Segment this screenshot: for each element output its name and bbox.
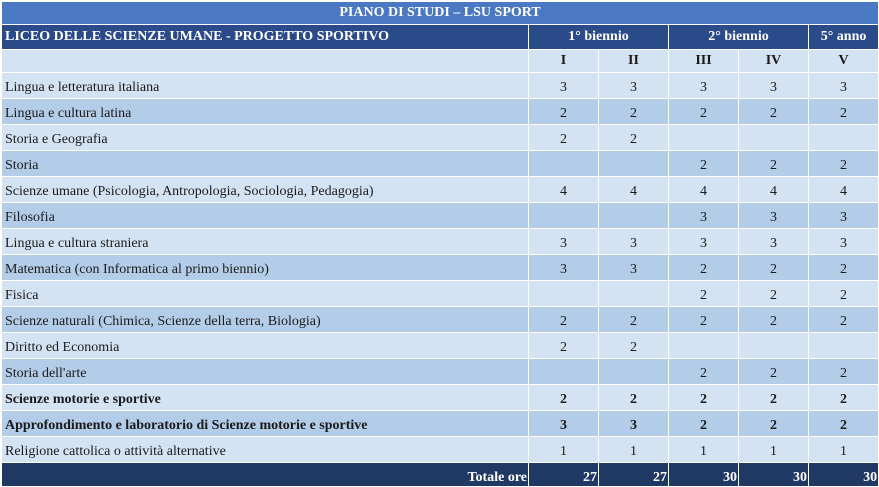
weekly-hours-cell: 4 (809, 177, 879, 203)
subject-name: Lingua e cultura latina (2, 99, 529, 125)
weekly-hours-cell (669, 125, 739, 151)
weekly-hours-cell: 2 (529, 385, 599, 411)
weekly-hours-cell: 2 (599, 125, 669, 151)
subject-name: Filosofia (2, 203, 529, 229)
weekly-hours-cell: 2 (809, 359, 879, 385)
total-value: 27 (529, 463, 599, 487)
weekly-hours-cell: 2 (599, 333, 669, 359)
weekly-hours-cell: 3 (739, 203, 809, 229)
subject-name: Diritto ed Economia (2, 333, 529, 359)
total-value: 30 (669, 463, 739, 487)
subject-name: Religione cattolica o attività alternative (2, 437, 529, 463)
weekly-hours-cell (529, 151, 599, 177)
subject-row (2, 177, 879, 203)
subject-name: Matematica (con Informatica al primo biennio) (2, 255, 529, 281)
total-value: 30 (739, 463, 809, 487)
group-second-biennium: 2° biennio (669, 25, 809, 50)
weekly-hours-cell (599, 281, 669, 307)
subject-name: Approfondimento e laboratorio di Scienze motorie e sportive (2, 411, 529, 437)
weekly-hours-cell: 4 (739, 177, 809, 203)
weekly-hours-cell: 2 (669, 99, 739, 125)
weekly-hours-cell: 2 (739, 385, 809, 411)
subject-row (2, 385, 879, 411)
weekly-hours-cell: 2 (669, 255, 739, 281)
subject-name: Scienze umane (Psicologia, Antropologia, Sociologia, Pedagogia) (2, 177, 529, 203)
weekly-hours-cell: 2 (599, 385, 669, 411)
weekly-hours-cell: 3 (809, 73, 879, 99)
weekly-hours-cell: 3 (669, 73, 739, 99)
subject-name: Scienze motorie e sportive (2, 385, 529, 411)
weekly-hours-cell: 2 (739, 99, 809, 125)
year-label: IV (739, 50, 809, 73)
year-label: V (809, 50, 879, 73)
weekly-hours-cell: 2 (669, 411, 739, 437)
weekly-hours-cell: 2 (529, 99, 599, 125)
subject-name: Storia e Geografia (2, 125, 529, 151)
weekly-hours-cell: 2 (599, 307, 669, 333)
weekly-hours-cell: 2 (669, 281, 739, 307)
weekly-hours-cell (809, 125, 879, 151)
weekly-hours-cell: 2 (809, 281, 879, 307)
subject-row (2, 333, 879, 359)
subject-row (2, 437, 879, 463)
weekly-hours-cell: 4 (529, 177, 599, 203)
weekly-hours-cell: 3 (809, 203, 879, 229)
subject-row (2, 255, 879, 281)
weekly-hours-cell (529, 281, 599, 307)
weekly-hours-cell: 1 (809, 437, 879, 463)
weekly-hours-cell: 3 (529, 73, 599, 99)
year-label: II (599, 50, 669, 73)
subject-row (2, 151, 879, 177)
weekly-hours-cell: 1 (739, 437, 809, 463)
weekly-hours-cell: 2 (809, 151, 879, 177)
weekly-hours-cell: 3 (809, 229, 879, 255)
weekly-hours-cell: 2 (529, 307, 599, 333)
weekly-hours-cell (739, 333, 809, 359)
weekly-hours-cell: 4 (669, 177, 739, 203)
subject-name: Storia dell'arte (2, 359, 529, 385)
years-row (2, 50, 879, 73)
weekly-hours-cell: 3 (669, 229, 739, 255)
weekly-hours-cell: 3 (599, 255, 669, 281)
subject-name: Lingua e cultura straniera (2, 229, 529, 255)
title-row (2, 2, 879, 25)
weekly-hours-cell: 3 (529, 411, 599, 437)
weekly-hours-cell (599, 151, 669, 177)
subject-row (2, 411, 879, 437)
weekly-hours-cell: 2 (599, 99, 669, 125)
weekly-hours-cell (599, 203, 669, 229)
group-first-biennium: 1° biennio (529, 25, 669, 50)
subject-row (2, 229, 879, 255)
weekly-hours-cell: 2 (739, 411, 809, 437)
subject-name: Storia (2, 151, 529, 177)
subject-name: Lingua e letteratura italiana (2, 73, 529, 99)
weekly-hours-cell: 3 (529, 255, 599, 281)
study-plan-table (1, 1, 879, 487)
subject-row (2, 281, 879, 307)
table-title: PIANO DI STUDI – LSU SPORT (2, 2, 879, 25)
weekly-hours-cell: 2 (739, 359, 809, 385)
total-value: 27 (599, 463, 669, 487)
weekly-hours-cell: 2 (809, 411, 879, 437)
total-value: 30 (809, 463, 879, 487)
subject-row (2, 203, 879, 229)
weekly-hours-cell (599, 359, 669, 385)
weekly-hours-cell (529, 359, 599, 385)
weekly-hours-cell: 3 (669, 203, 739, 229)
subject-row (2, 307, 879, 333)
subject-name: Fisica (2, 281, 529, 307)
program-name: LICEO DELLE SCIENZE UMANE - PROGETTO SPORTIVO (2, 25, 529, 50)
weekly-hours-cell: 2 (669, 385, 739, 411)
weekly-hours-cell: 2 (809, 385, 879, 411)
weekly-hours-cell: 3 (599, 229, 669, 255)
weekly-hours-cell: 2 (739, 307, 809, 333)
subject-row (2, 359, 879, 385)
weekly-hours-cell: 2 (809, 255, 879, 281)
weekly-hours-cell: 2 (739, 151, 809, 177)
years-row-blank (2, 50, 529, 73)
year-label: III (669, 50, 739, 73)
group-fifth-year: 5° anno (809, 25, 879, 50)
weekly-hours-cell: 1 (599, 437, 669, 463)
weekly-hours-cell: 4 (599, 177, 669, 203)
weekly-hours-cell (529, 203, 599, 229)
total-row (2, 463, 879, 487)
weekly-hours-cell: 3 (599, 73, 669, 99)
weekly-hours-cell (739, 125, 809, 151)
weekly-hours-cell: 2 (809, 307, 879, 333)
weekly-hours-cell: 3 (599, 411, 669, 437)
weekly-hours-cell: 2 (529, 333, 599, 359)
weekly-hours-cell: 2 (739, 255, 809, 281)
year-label: I (529, 50, 599, 73)
weekly-hours-cell: 3 (739, 73, 809, 99)
weekly-hours-cell: 2 (669, 359, 739, 385)
weekly-hours-cell: 2 (809, 99, 879, 125)
total-label: Totale ore (2, 463, 529, 487)
weekly-hours-cell: 1 (529, 437, 599, 463)
header-row (2, 25, 879, 50)
subject-name: Scienze naturali (Chimica, Scienze della terra, Biologia) (2, 307, 529, 333)
weekly-hours-cell: 2 (669, 307, 739, 333)
weekly-hours-cell (809, 333, 879, 359)
weekly-hours-cell: 2 (529, 125, 599, 151)
weekly-hours-cell: 3 (529, 229, 599, 255)
subject-row (2, 125, 879, 151)
subject-row (2, 99, 879, 125)
weekly-hours-cell (669, 333, 739, 359)
weekly-hours-cell: 2 (669, 151, 739, 177)
subject-row (2, 73, 879, 99)
weekly-hours-cell: 1 (669, 437, 739, 463)
weekly-hours-cell: 2 (739, 281, 809, 307)
weekly-hours-cell: 3 (739, 229, 809, 255)
